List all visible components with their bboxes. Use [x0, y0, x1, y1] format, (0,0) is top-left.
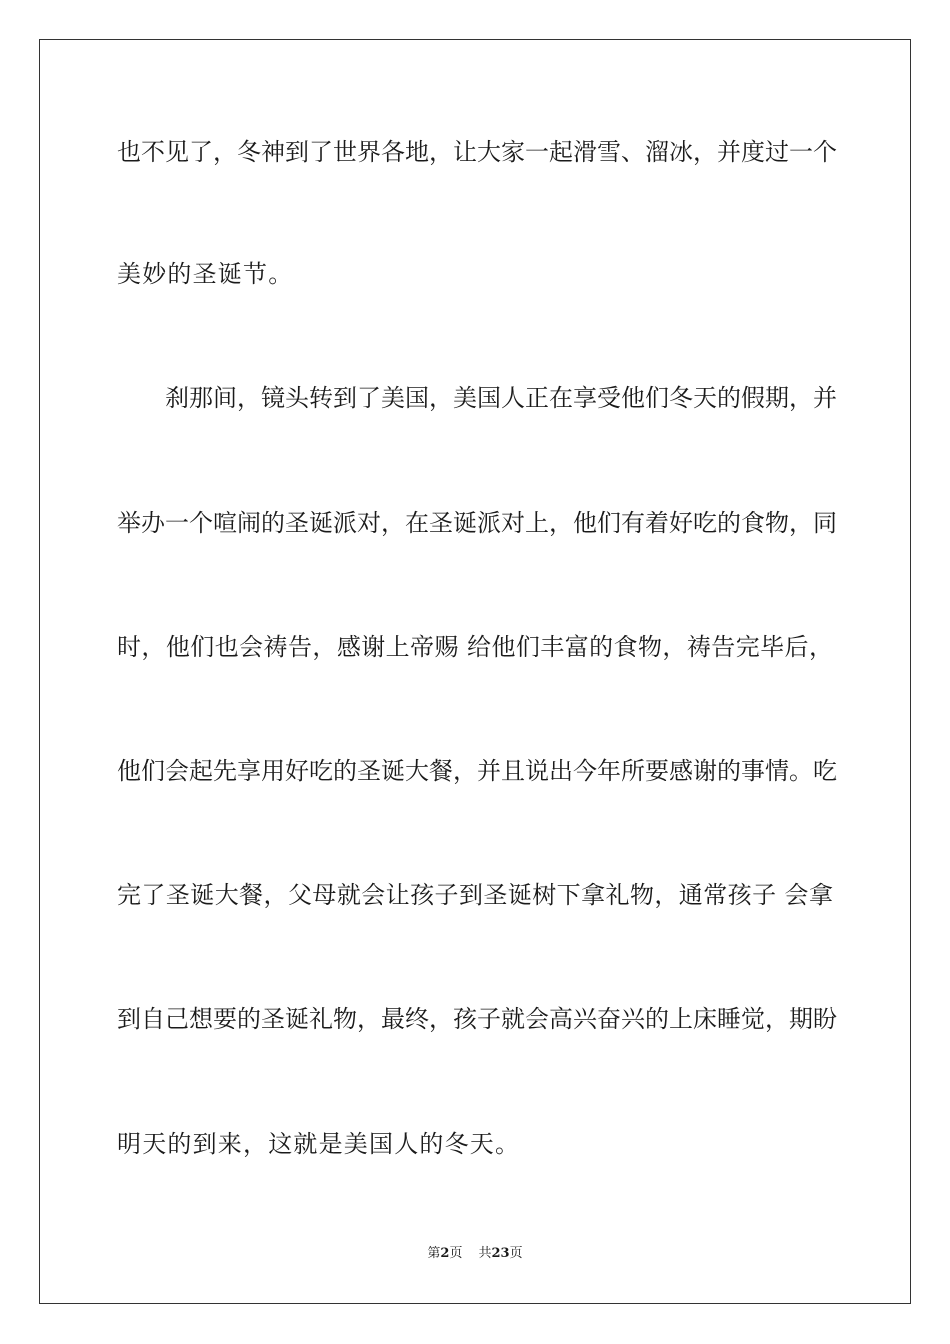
text-line-9: 明天的到来，这就是美国人的冬天。 [117, 1130, 521, 1158]
page-number: 2 [440, 1246, 450, 1261]
text-line-4: 举办一个喧闹的圣诞派对，在圣诞派对上，他们有着好吃的食物，同 [117, 509, 837, 537]
page-border [39, 39, 911, 1304]
total-pages: 23 [491, 1246, 510, 1261]
page-footer [0, 1245, 950, 1263]
text-line-7: 完了圣诞大餐，父母就会让孩子到圣诞树下拿礼物，通常孩子 会拿 [117, 881, 833, 909]
total-prefix: 共 [478, 1246, 492, 1261]
text-line-8: 到自己想要的圣诞礼物，最终，孩子就会高兴奋兴的上床睡觉，期盼 [117, 1005, 837, 1033]
paragraph-start-line: 刹那间，镜头转到了美国，美国人正在享受他们冬天的假期，并 [165, 384, 837, 412]
text-line-6: 他们会起先享用好吃的圣诞大餐，并且说出今年所要感谢的事情。吃 [117, 757, 837, 785]
text-line-5: 时，他们也会祷告，感谢上帝赐 给他们丰富的食物，祷告完毕后， [117, 633, 833, 661]
text-line-1: 也不见了，冬神到了世界各地，让大家一起滑雪、溜冰，并度过一个 [117, 138, 837, 166]
total-suffix: 页 [509, 1246, 523, 1261]
text-line-2: 美妙的圣诞节。 [117, 260, 294, 288]
page-suffix: 页 [449, 1246, 463, 1261]
page-prefix: 第 [427, 1246, 441, 1261]
